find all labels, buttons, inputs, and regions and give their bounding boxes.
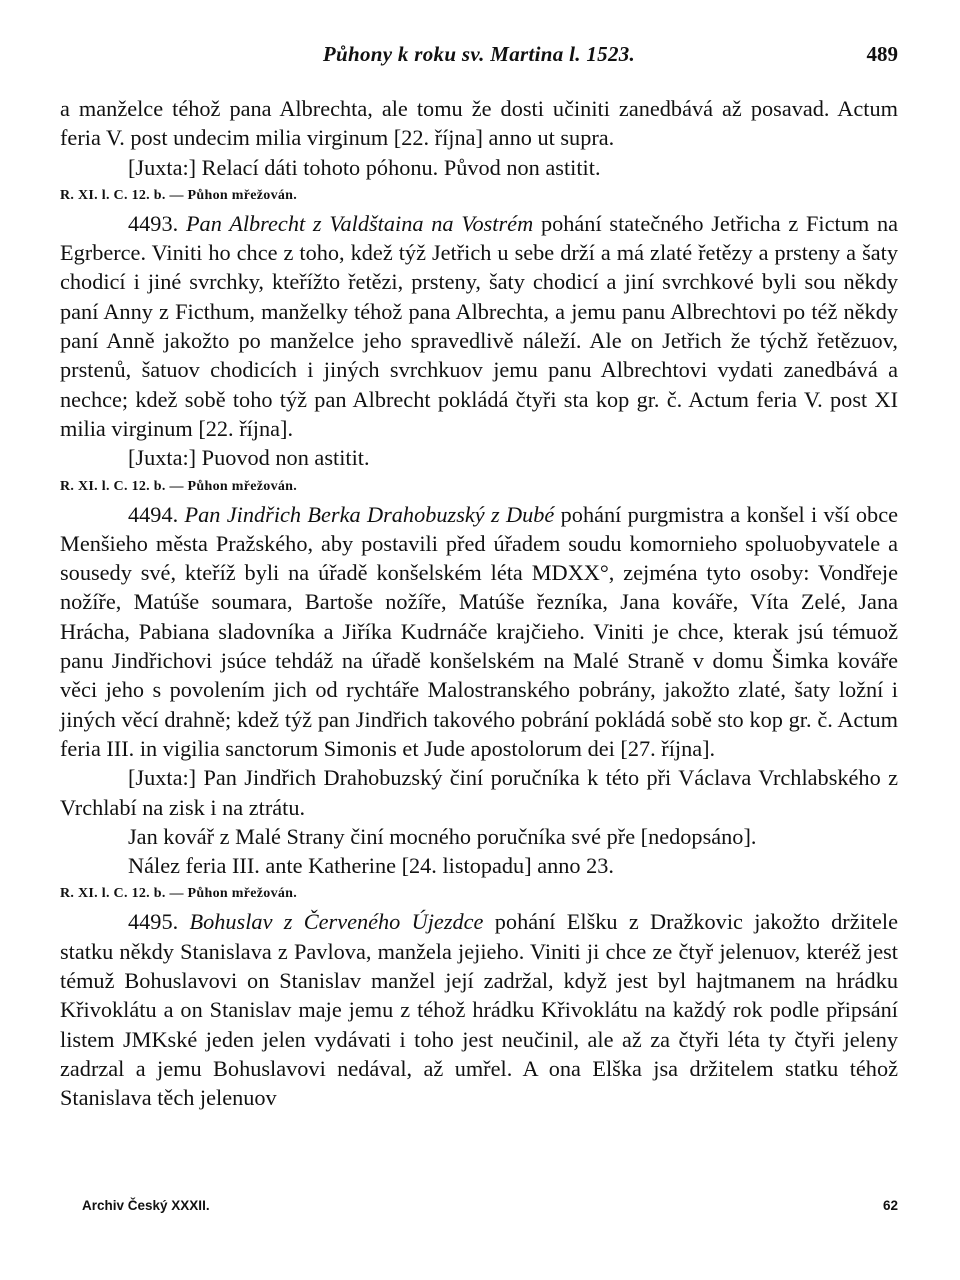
entry-4493-source: R. XI. l. C. 12. b. — Půhon mřežován.	[60, 478, 298, 494]
entry-text: pohání statečného Jetřicha z Fictum na Egrberce. Viniti ho chce z toho, kdež týž Jetřich u sebe drží a má zlaté řetězy a prsteny a šaty chodicí i jiné svrchky, kteřížto řetězi, prsteny, šaty chodicí a jiní svrchkové byli sou někdy paní Anny z Ficthum, manželky téhož pana Albrechta, a jemu panu Albrechtovi po též někdy paní Anně jakožto po manželce jeho spravedlivě náleží. Ale on Jetřich že týchž řetězuov, prstenů, šatuov chodicích i jiných svrchkuov jemu panu Albrechtovi vydati zanedbává a nechce; kdež sobě toho týž pan Albrecht pokládá čtyři sta kop gr. č. Actum feria V. post XI milia virginum [22. října].	[60, 210, 898, 441]
entry-4493-relation: [Juxta:] Puovod non astitit.	[128, 445, 370, 471]
entry-4494-relation-3: Nález feria III. ante Katherine [24. listopadu] anno 23.	[128, 853, 614, 879]
entry-parties: Bohuslav z Červeného Újezdce	[189, 909, 484, 935]
footer-archive-title: Archiv Český XXXII.	[82, 1198, 210, 1213]
entry-parties: Pan Jindřich Berka Drahobuzský z Dubé	[184, 501, 555, 527]
continuation-relation: [Juxta:] Relací dáti tohoto póhonu. Původ non astitit.	[128, 154, 601, 180]
entry-4495	[60, 907, 898, 1112]
document-page	[60, 42, 898, 1113]
entry-4494	[60, 500, 898, 764]
continuation-paragraph: a manželce téhož pana Albrechta, ale tomu že dosti učiniti zanedbává až posavad. Actum feria V. post undecim milia virginum [22. října] anno ut supra.	[60, 96, 898, 151]
entry-text: pohání purgmistra a konšel i vší obce Menšieho města Pražského, aby postavili před úřadem soudu komornieho spoluobyvatele a sousedy své, kteříž byli na úřadě konšelském léta MDXX°, zejména tyto osoby: Vondřeje nožíře, Matúše soumara, Bartoše nožíře, Matúše řezníka, Jana kováře, Víta Zelé, Jana Hrácha, Pabiana sladovníka a Jiříka Kudrnáče krajčieho. Viniti je chce, kterak jsú témuož panu Jindřichovi jsúce tehdáž na úřadě konšelském na Malé Straně v domu Šimka kováře věci jeho s povolením jich od rychtáře Malostranského pobrány, jakožto zlaté, šaty ložní i jiných věcí drahně; kdež týž pan Jindřich takového pobrání pokládá sobě sto kop gr. č. Actum feria III. in vigilia sanctorum Simonis et Jude apostolorum dei [27. října].	[60, 501, 898, 761]
page-header	[60, 42, 898, 76]
entry-text: pohání Elšku z Dražkovic jakožto držitele statku někdy Stanislava z Pavlova, manžela jejieho. Viniti ji chce ze čtyř jelenuov, kteréž jest témuž Bohuslavovi on Stanislav manžel její zadržal, když jest byl hajtmanem na hrádku Křivoklátu a on Stanislav maje jemu z téhož hrádku Křivoklátu na každý rok podle připsání listem JMKské jeden jelen vydávati i toho jest neučinil, ale až za čtyři léta ty čtyři jeleny zadrzal a jemu Bohuslavovi nedával, až umřel. A ona Elška jsa držitelem statku téhož Stanislava těch jelenuov	[60, 909, 898, 1111]
entry-number: 4494.	[128, 501, 179, 527]
page-number: 489	[866, 42, 898, 66]
entry-4494-relation-1: [Juxta:] Pan Jindřich Drahobuzský činí poručníka k této při Václava Vrchlabského z Vrchlabí na zisk i na ztrátu.	[60, 765, 898, 820]
running-title: Půhony k roku sv. Martina l. 1523.	[322, 42, 636, 66]
continuation-source: R. XI. l. C. 12. b. — Půhon mřežován.	[60, 187, 298, 203]
entry-4493	[60, 209, 898, 443]
footer-signature-number: 62	[882, 1198, 898, 1213]
entry-number: 4495.	[128, 909, 179, 935]
body-text	[60, 94, 898, 1113]
entry-4494-relation-2: Jan kovář z Malé Strany činí mocného poručníka své pře [nedopsáno].	[128, 823, 757, 849]
entry-4494-source: R. XI. l. C. 12. b. — Půhon mřežován.	[60, 886, 298, 902]
entry-parties: Pan Albrecht z Valdštaina na Vostrém	[185, 210, 534, 236]
entry-number: 4493.	[128, 210, 179, 236]
page-footer	[82, 1198, 898, 1220]
